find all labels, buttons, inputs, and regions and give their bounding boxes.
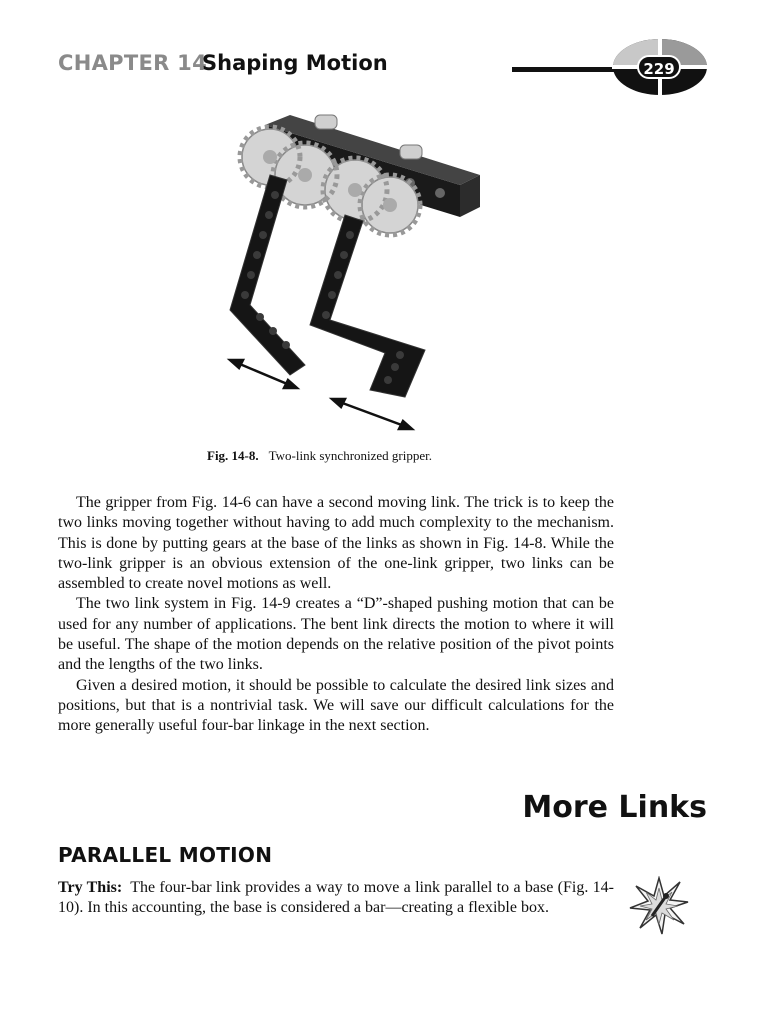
try-this-text: The four-bar link provides a way to move a link parallel to a base (Fig. 14-10). In this accounting, the base is considered a bar—creating a flexible box.	[58, 879, 614, 917]
starburst-icon	[628, 876, 690, 936]
try-this-block	[58, 878, 614, 919]
figure-label: Fig. 14-8.	[207, 448, 259, 463]
page-number: 229	[637, 55, 681, 79]
chapter-title: Shaping Motion	[202, 51, 388, 75]
figure-caption	[207, 448, 432, 464]
gripper-figure-image	[195, 105, 495, 440]
figure-caption-text: Two-link synchronized gripper.	[268, 448, 432, 463]
body-text	[58, 493, 614, 737]
paragraph: The gripper from Fig. 14-6 can have a second moving link. The trick is to keep the two links moving together without having to add much complexity to the mechanism. This is done by putting gears at the base of the links as shown in Fig. 14-8. While the two-link gripper is an obvious extension of the one-link gripper, two links can be assembled to create novel motions as well.	[58, 494, 614, 593]
paragraph: The two link system in Fig. 14-9 creates a “D”-shaped pushing motion that can be used for any number of applications. The bent link directs the motion to where it will be useful. The shape of the motion depends on the relative position of the pivot points and the lengths of the two links.	[58, 595, 614, 674]
try-this-label: Try This:	[58, 879, 123, 896]
paragraph: Given a desired motion, it should be possible to calculate the desired link sizes and positions, but that is a nontrivial task. We will save our difficult calculations for the more generally useful four-bar linkage in the next section.	[58, 676, 614, 735]
chapter-label: CHAPTER 14	[58, 51, 208, 75]
section-title: More Links	[522, 790, 707, 825]
subsection-title: PARALLEL MOTION	[58, 843, 273, 867]
